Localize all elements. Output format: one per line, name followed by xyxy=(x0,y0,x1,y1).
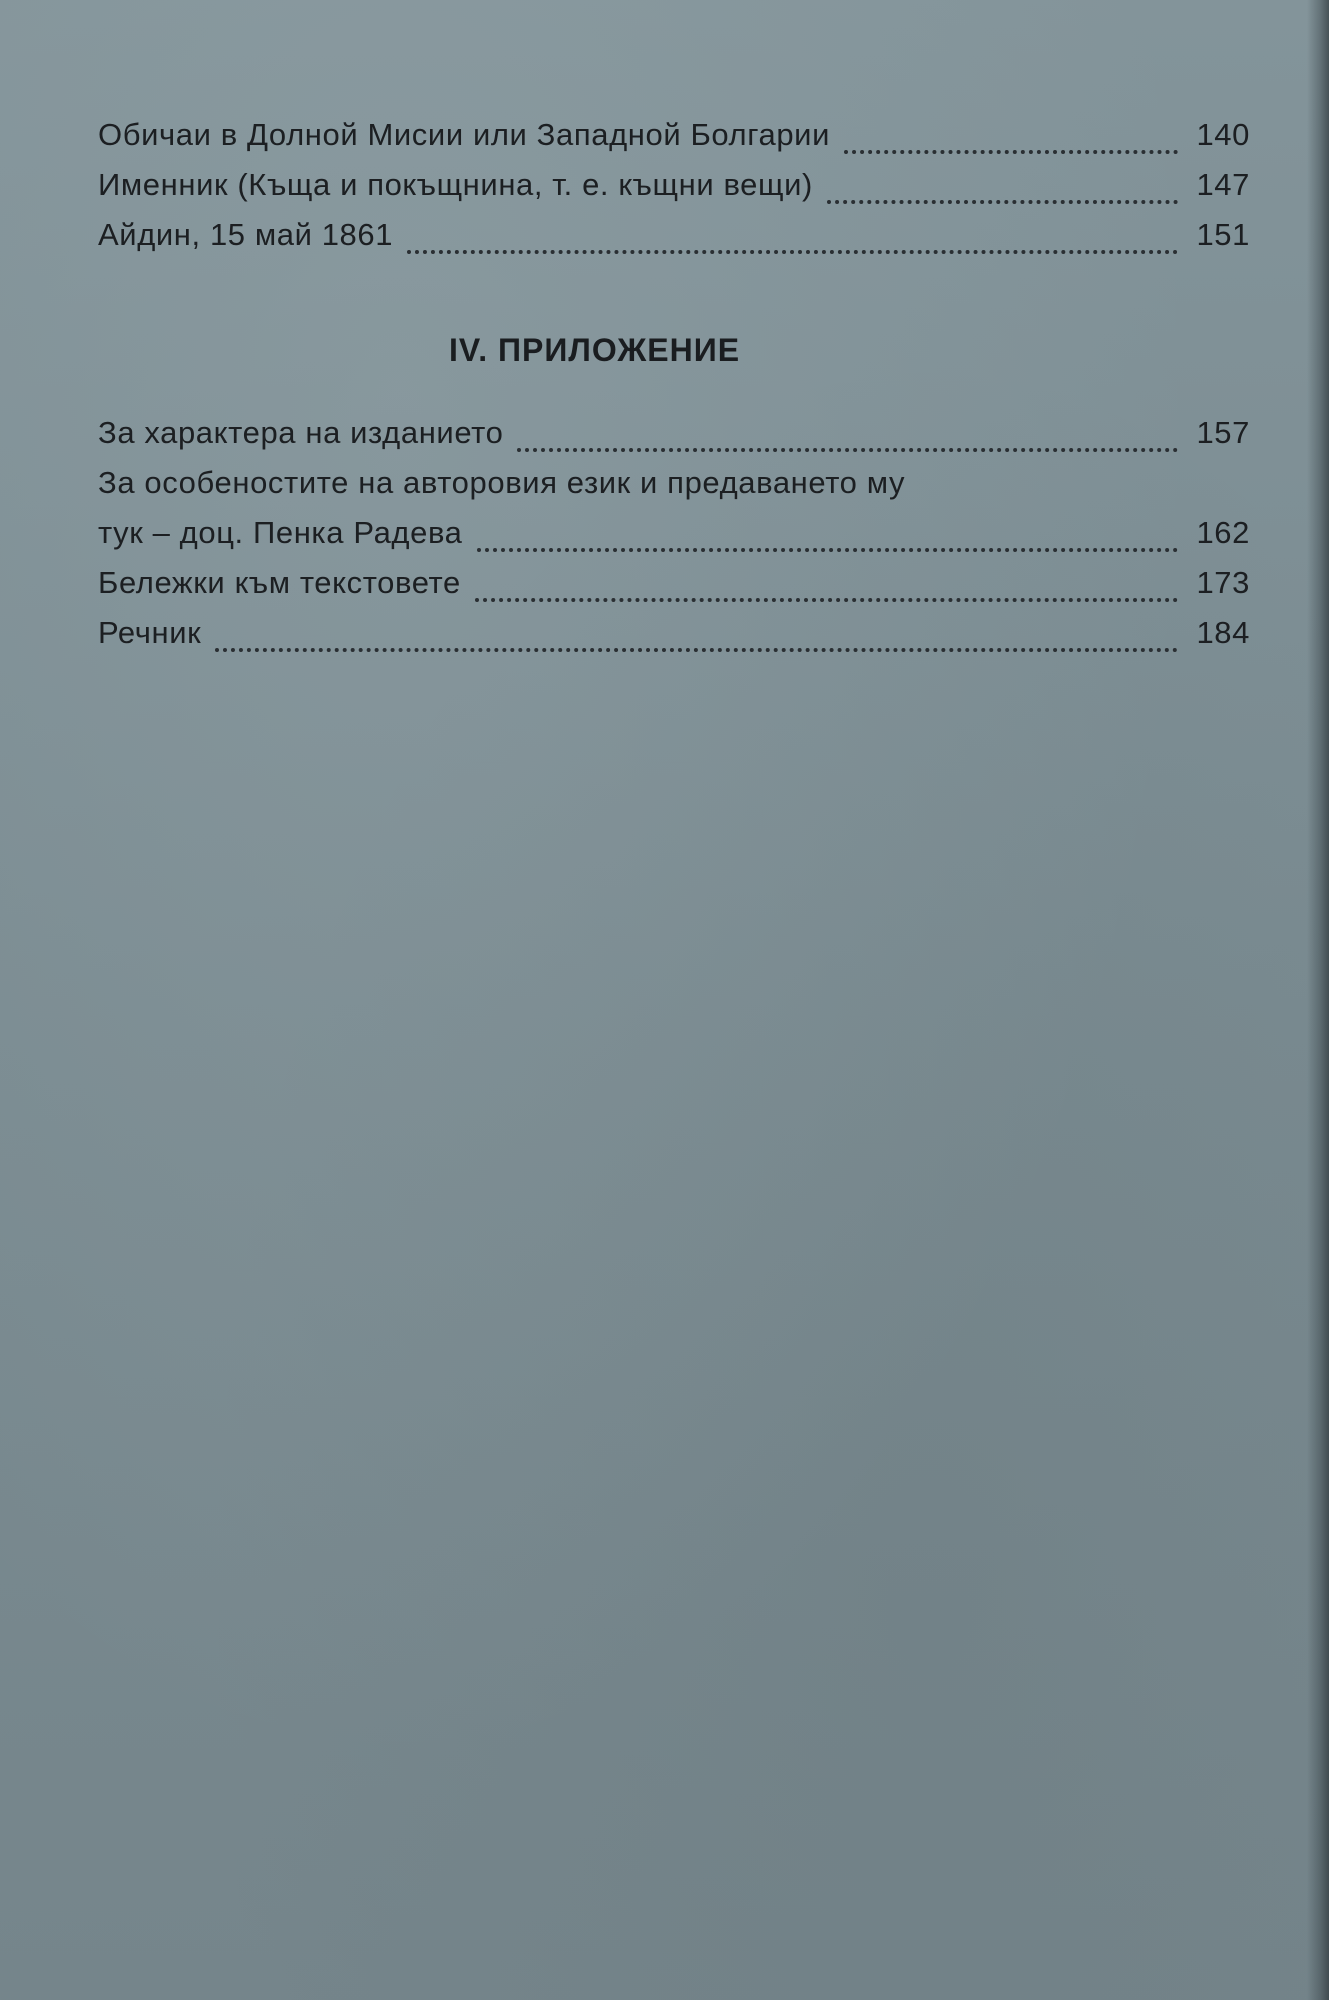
toc-entry xyxy=(98,608,1250,658)
section-heading xyxy=(0,332,1329,369)
toc-top-section xyxy=(98,110,1250,260)
toc-entry-page: 151 xyxy=(1196,217,1250,252)
toc-entry-title: За характера на изданието xyxy=(98,415,504,450)
toc-entry-page: 140 xyxy=(1196,117,1250,152)
toc-entry xyxy=(98,408,1250,458)
toc-entry-page: 162 xyxy=(1196,515,1250,550)
toc-entry xyxy=(98,210,1250,260)
dot-leader xyxy=(827,200,1179,204)
toc-entry-page: 184 xyxy=(1196,615,1250,650)
dot-leader xyxy=(407,250,1178,254)
toc-entry xyxy=(98,508,1250,558)
toc-appendix-section xyxy=(98,408,1250,658)
toc-entry-title-line2: тук – доц. Пенка Радева xyxy=(98,515,463,550)
toc-entry xyxy=(98,160,1250,210)
toc-entry-title: Именник (Къща и покъщнина, т. е. къщни вещи) xyxy=(98,167,813,202)
toc-entry-line xyxy=(98,458,1250,508)
dot-leader xyxy=(215,648,1178,652)
dot-leader xyxy=(844,150,1178,154)
section-heading-text: IV. ПРИЛОЖЕНИЕ xyxy=(448,332,741,368)
dot-leader xyxy=(517,448,1178,452)
toc-entry xyxy=(98,558,1250,608)
toc-entry xyxy=(98,110,1250,160)
toc-entry-title-line1: За особеностите на авторовия език и предаването му xyxy=(98,465,906,500)
dot-leader xyxy=(477,548,1179,552)
dot-leader xyxy=(475,598,1179,602)
toc-entry-page: 147 xyxy=(1196,167,1250,202)
toc-entry-title: Айдин, 15 май 1861 xyxy=(98,217,394,252)
page-edge-shadow xyxy=(1307,0,1329,2000)
toc-entry-page: 173 xyxy=(1196,565,1250,600)
toc-entry-title: Бележки към текстовете xyxy=(98,565,461,600)
toc-entry-page: 157 xyxy=(1196,415,1250,450)
toc-entry-title: Речник xyxy=(98,615,202,650)
toc-entry-title: Обичаи в Долной Мисии или Западной Болгарии xyxy=(98,117,830,152)
